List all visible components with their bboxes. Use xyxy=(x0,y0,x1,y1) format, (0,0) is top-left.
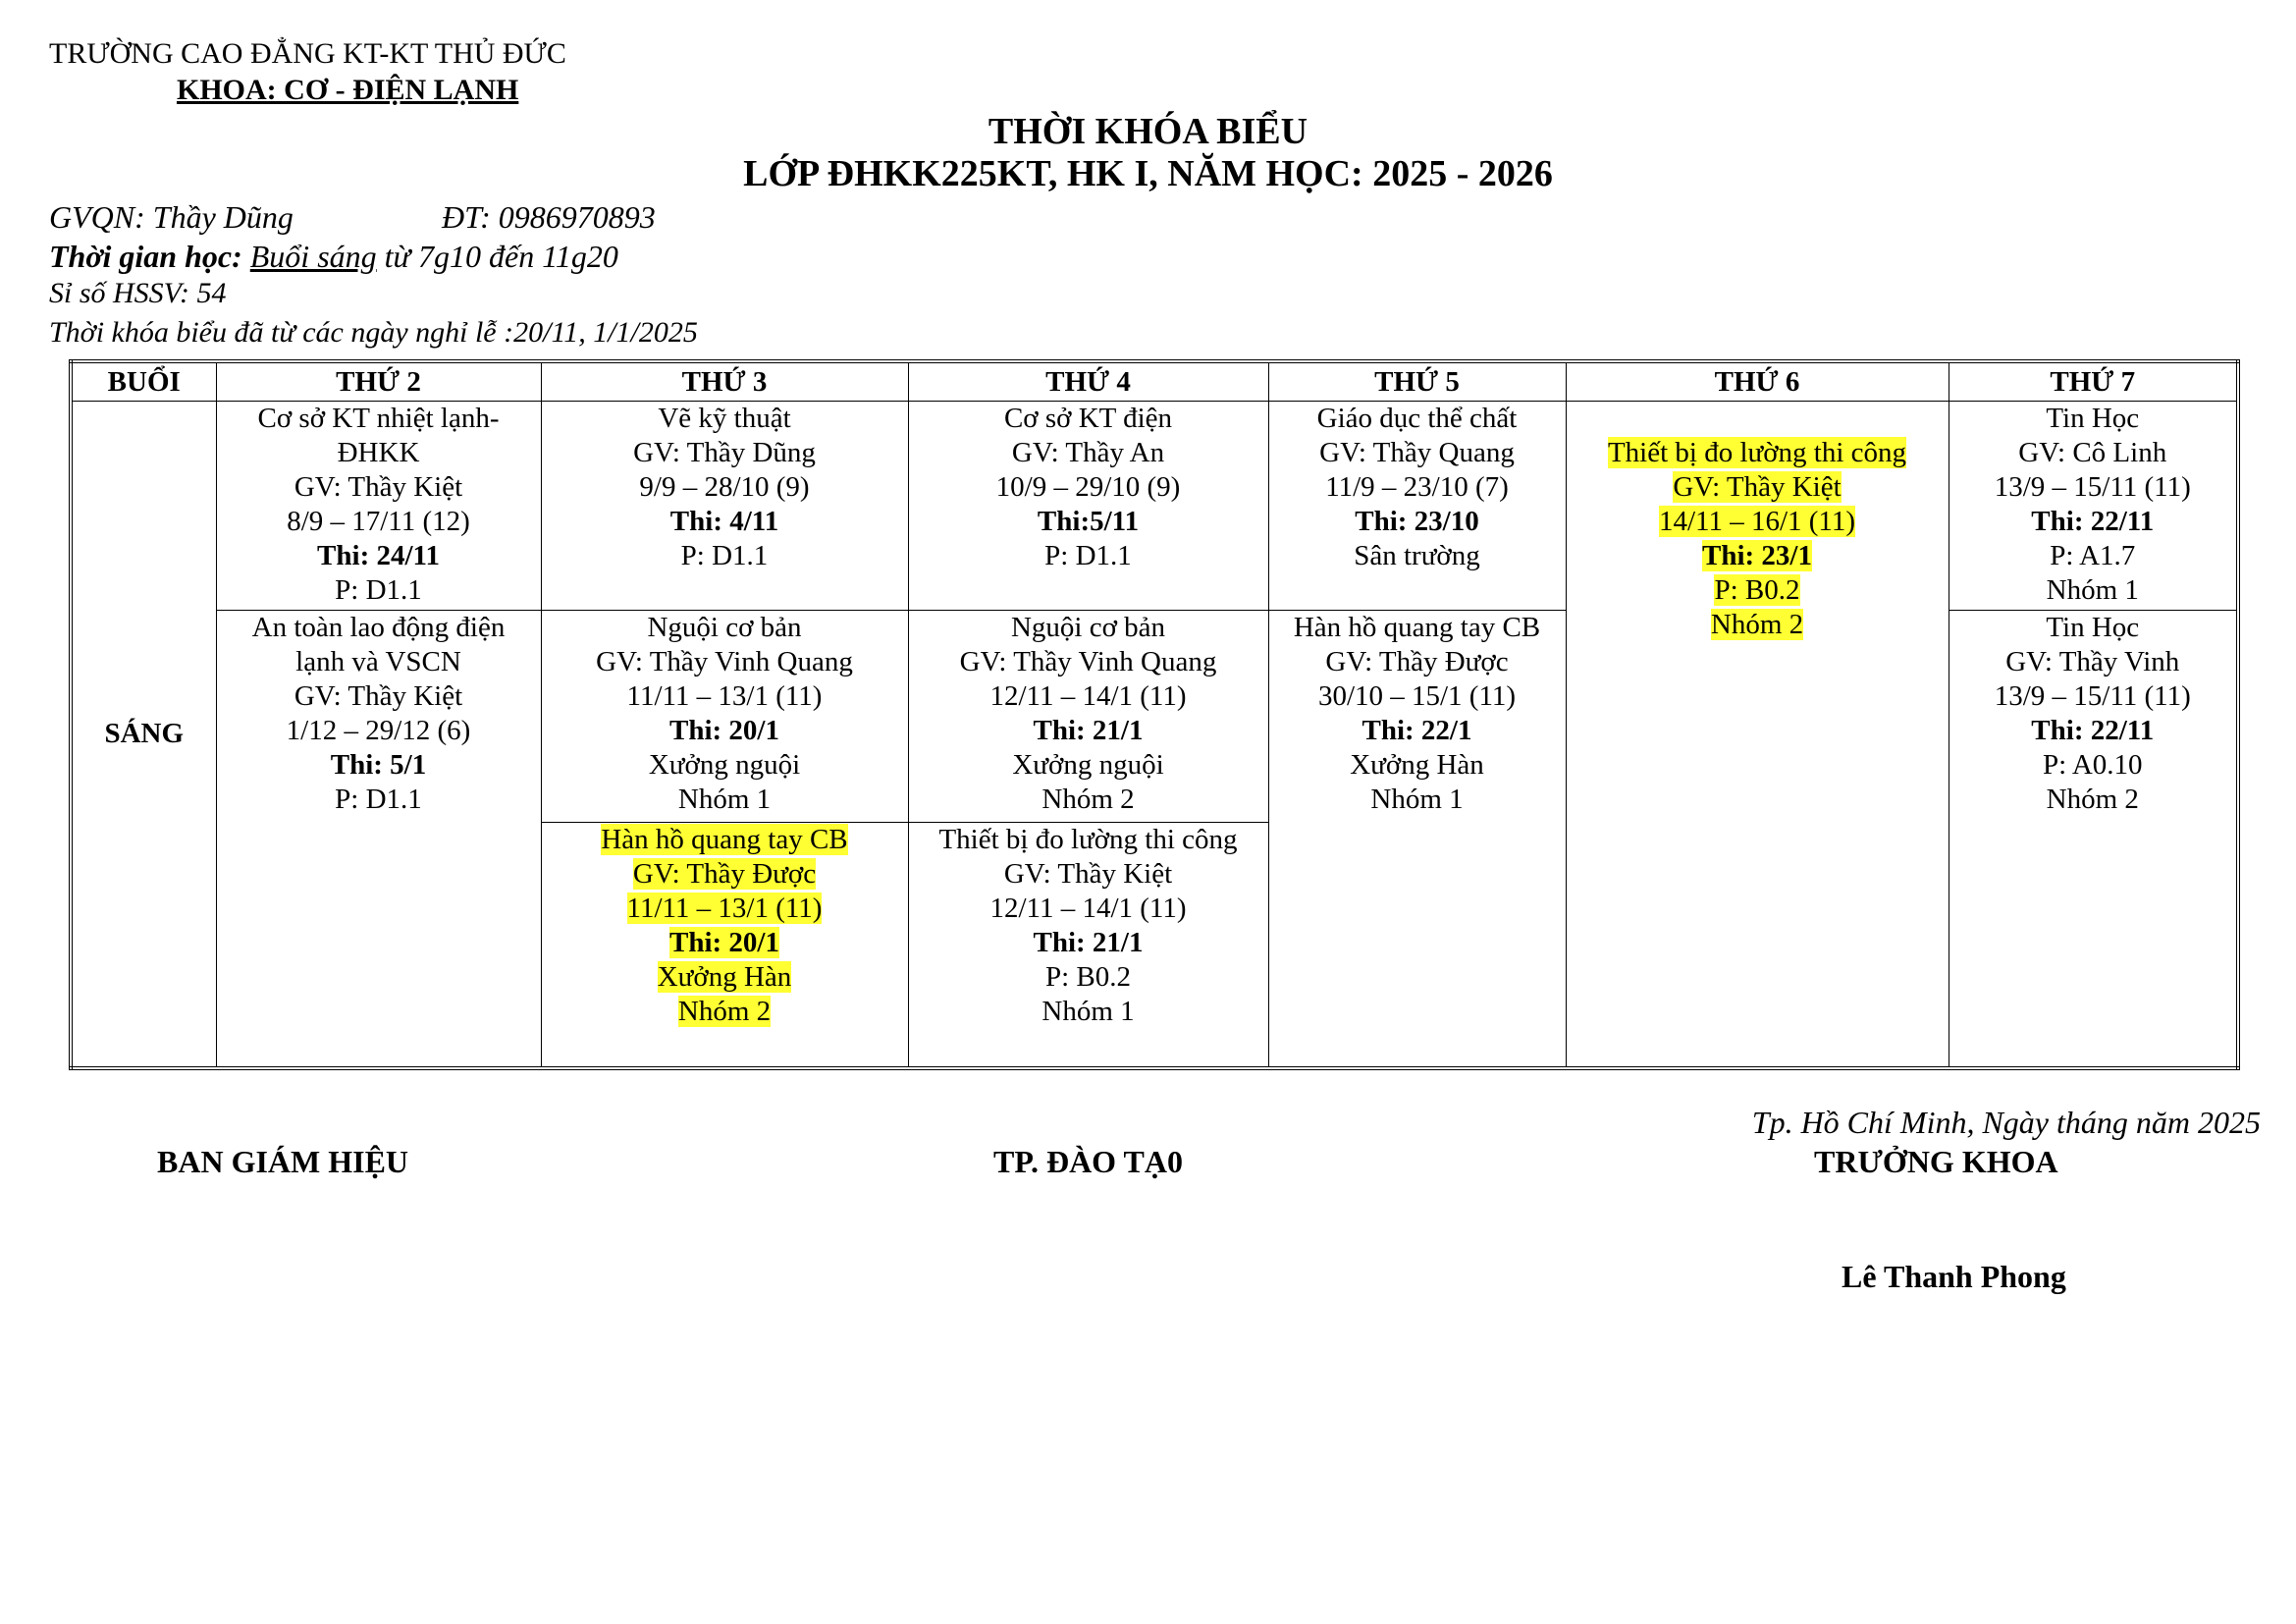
course-teacher: GV: Thầy Vinh xyxy=(2005,646,2180,677)
course-exam: Thi: 5/1 xyxy=(330,749,427,781)
signature-board: BAN GIÁM HIỆU xyxy=(157,1144,409,1179)
course-name: Giáo dục thể chất xyxy=(1316,403,1518,434)
course-dates: 12/11 – 14/1 (11) xyxy=(989,893,1187,924)
course-room: P: A0.10 xyxy=(2042,749,2143,781)
course-name: Nguội cơ bản xyxy=(1010,612,1166,643)
course-group: Nhóm 2 xyxy=(1710,609,1804,640)
student-count: Sỉ số HSSV: 54 xyxy=(49,277,227,309)
course-name: Thiết bị đo lường thi công xyxy=(938,824,1238,855)
course-exam: Thi: 20/1 xyxy=(669,927,779,958)
signing-date: Tp. Hồ Chí Minh, Ngày tháng năm 2025 xyxy=(1751,1105,2261,1140)
holiday-note: Thời khóa biểu đã từ các ngày nghỉ lễ :20/11, 1/1/2025 xyxy=(49,316,698,349)
header-wednesday: THỨ 4 xyxy=(908,361,1268,402)
course-dates: 13/9 – 15/11 (11) xyxy=(1994,680,2191,712)
course-exam: Thi: 21/1 xyxy=(1033,927,1144,958)
course-room: Xưởng Hàn xyxy=(657,961,792,993)
cell-wed-1 xyxy=(908,402,1268,611)
page-title: THỜI KHÓA BIỂU xyxy=(988,111,1308,152)
cell-tue-2 xyxy=(541,611,908,823)
page-subtitle: LỚP ĐHKK225KT, HK I, NĂM HỌC: 2025 - 2026 xyxy=(743,153,1553,194)
timetable xyxy=(69,359,2240,1070)
course-dates: 11/11 – 13/1 (11) xyxy=(626,680,823,712)
course-dates: 11/11 – 13/1 (11) xyxy=(626,893,823,924)
course-name-cont: ĐHKK xyxy=(337,437,420,468)
course-teacher: GV: Thầy Dũng xyxy=(633,437,816,468)
course-name: Hàn hồ quang tay CB xyxy=(601,824,848,855)
school-name: TRƯỜNG CAO ĐẲNG KT-KT THỦ ĐỨC xyxy=(49,37,566,70)
study-session: Buổi sáng xyxy=(249,239,377,274)
homeroom-teacher-label: GVQN: Thầy Dũng xyxy=(49,199,294,235)
course-dates: 9/9 – 28/10 (9) xyxy=(639,471,810,503)
course-name: Tin Học xyxy=(2046,612,2140,643)
course-teacher: GV: Thầy Được xyxy=(632,858,817,890)
study-time xyxy=(49,239,618,275)
course-teacher: GV: Thầy Kiệt xyxy=(294,680,463,712)
course-name: Thiết bị đo lường thi công xyxy=(1607,437,1907,468)
cell-thu-2 xyxy=(1268,611,1566,1068)
course-name-cont: lạnh và VSCN xyxy=(295,646,461,677)
cell-fri-1 xyxy=(1566,402,1949,1068)
header-monday: THỨ 2 xyxy=(216,361,541,402)
course-teacher: GV: Thầy Quang xyxy=(1319,437,1515,468)
course-dates: 8/9 – 17/11 (12) xyxy=(287,506,470,537)
course-teacher: GV: Thầy Vinh Quang xyxy=(596,646,853,677)
course-dates: 11/9 – 23/10 (7) xyxy=(1325,471,1509,503)
header-thursday: THỨ 5 xyxy=(1268,361,1566,402)
course-group: Nhóm 1 xyxy=(1370,784,1464,815)
cell-mon-1 xyxy=(216,402,541,611)
header-saturday: THỨ 7 xyxy=(1949,361,2238,402)
course-room: Xưởng nguội xyxy=(1012,749,1164,781)
course-room: P: D1.1 xyxy=(680,540,769,571)
course-dates: 10/9 – 29/10 (9) xyxy=(995,471,1181,503)
cell-sat-1 xyxy=(1949,402,2238,611)
course-room: Sân trường xyxy=(1354,540,1480,571)
signature-dean: TRƯỞNG KHOA xyxy=(1814,1144,2058,1179)
course-room: Xưởng nguội xyxy=(648,749,801,781)
course-name: Hàn hồ quang tay CB xyxy=(1293,612,1541,643)
course-exam: Thi: 24/11 xyxy=(317,540,440,571)
course-exam: Thi: 23/1 xyxy=(1702,540,1812,571)
course-teacher: GV: Thầy Vinh Quang xyxy=(959,646,1217,677)
study-time-label: Thời gian học: xyxy=(49,239,242,274)
course-teacher: GV: Thầy Kiệt xyxy=(1003,858,1173,890)
course-exam: Thi: 22/11 xyxy=(2031,715,2155,746)
homeroom-teacher xyxy=(49,199,656,236)
course-room: P: B0.2 xyxy=(1044,961,1132,993)
course-room: P: A1.7 xyxy=(2050,540,2136,571)
cell-wed-2 xyxy=(908,611,1268,823)
course-dates: 13/9 – 15/11 (11) xyxy=(1994,471,2191,503)
course-teacher: GV: Thầy Kiệt xyxy=(1673,471,1842,503)
header-tuesday: THỨ 3 xyxy=(541,361,908,402)
course-teacher: GV: Thầy Kiệt xyxy=(294,471,463,503)
course-group: Nhóm 2 xyxy=(677,996,772,1027)
cell-thu-1 xyxy=(1268,402,1566,611)
course-dates: 14/11 – 16/1 (11) xyxy=(1658,506,1856,537)
course-teacher: GV: Thầy Được xyxy=(1325,646,1509,677)
cell-sat-2 xyxy=(1949,611,2238,1068)
course-name: Tin Học xyxy=(2046,403,2140,434)
course-teacher: GV: Cô Linh xyxy=(2018,437,2167,468)
cell-tue-3 xyxy=(541,823,908,1068)
session-morning: SÁNG xyxy=(71,402,216,1068)
course-dates: 12/11 – 14/1 (11) xyxy=(989,680,1187,712)
course-teacher: GV: Thầy An xyxy=(1011,437,1165,468)
course-group: Nhóm 1 xyxy=(2046,574,2139,606)
signature-training: TP. ĐÀO TẠ0 xyxy=(993,1144,1183,1179)
course-group: Nhóm 2 xyxy=(1041,784,1135,815)
course-name: Vẽ kỹ thuật xyxy=(658,403,791,434)
course-room: P: B0.2 xyxy=(1714,574,1800,606)
header-friday: THỨ 6 xyxy=(1566,361,1949,402)
course-room: P: D1.1 xyxy=(1044,540,1132,571)
dean-name: Lê Thanh Phong xyxy=(1842,1259,2066,1294)
course-group: Nhóm 1 xyxy=(1041,996,1135,1027)
course-room: Xưởng Hàn xyxy=(1350,749,1484,781)
course-name: An toàn lao động điện xyxy=(251,612,506,643)
header-session: BUỔI xyxy=(71,361,216,402)
course-exam: Thi: 21/1 xyxy=(1033,715,1144,746)
course-dates: 1/12 – 29/12 (6) xyxy=(286,715,471,746)
course-name: Nguội cơ bản xyxy=(647,612,802,643)
course-room: P: D1.1 xyxy=(335,574,422,606)
course-dates: 30/10 – 15/1 (11) xyxy=(1317,680,1517,712)
course-exam: Thi: 4/11 xyxy=(669,506,779,537)
course-exam: Thi: 20/1 xyxy=(669,715,779,746)
course-name: Cơ sở KT nhiệt lạnh- xyxy=(257,403,500,434)
course-room: P: D1.1 xyxy=(335,784,422,815)
study-time-range: từ 7g10 đến 11g20 xyxy=(376,239,618,274)
cell-wed-3 xyxy=(908,823,1268,1068)
cell-tue-1 xyxy=(541,402,908,611)
course-exam: Thi:5/11 xyxy=(1037,506,1140,537)
course-name: Cơ sở KT điện xyxy=(1003,403,1173,434)
course-group: Nhóm 2 xyxy=(2046,784,2139,815)
cell-mon-2 xyxy=(216,611,541,1068)
course-exam: Thi: 22/1 xyxy=(1362,715,1472,746)
course-exam: Thi: 23/10 xyxy=(1355,506,1479,537)
teacher-phone: ĐT: 0986970893 xyxy=(442,199,656,235)
department-name: KHOA: CƠ - ĐIỆN LẠNH xyxy=(177,74,519,106)
course-exam: Thi: 22/11 xyxy=(2031,506,2155,537)
table-header-row xyxy=(71,361,2238,402)
course-group: Nhóm 1 xyxy=(677,784,772,815)
